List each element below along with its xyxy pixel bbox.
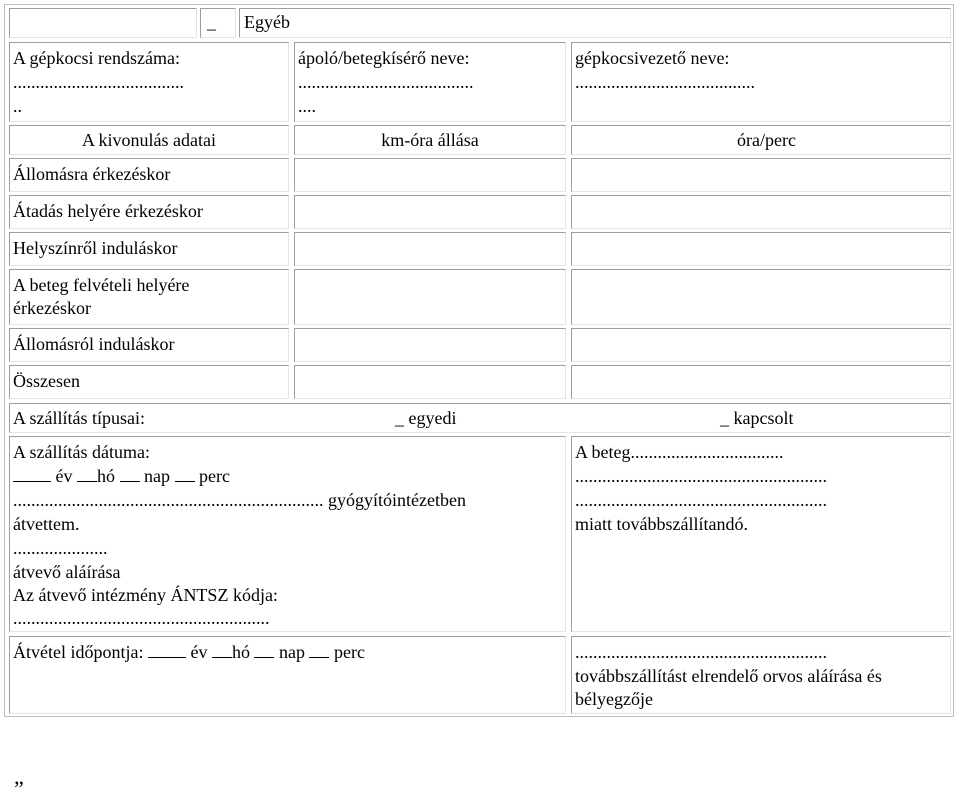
row-allomasrol-label-cell	[9, 328, 289, 362]
empty-cell-top-left	[9, 8, 197, 38]
atvetel-perc-label: perc	[333, 642, 365, 662]
beteg-cell	[571, 436, 951, 632]
year-blank[interactable]	[13, 465, 51, 482]
month-blank[interactable]	[77, 465, 97, 482]
ev-label: év	[55, 466, 73, 486]
antsz-label: Az átvevő intézmény ÁNTSZ kódja:	[13, 585, 278, 605]
sofor-label: gépkocsivezető neve:	[575, 48, 730, 68]
beteg-dots-2: ........................................................	[575, 466, 827, 486]
row-atadas-label-cell	[9, 195, 289, 229]
row-allomasra-label: Állomásra érkezéskor	[13, 164, 171, 184]
nap-label: nap	[144, 466, 170, 486]
row-allomasrol-ora[interactable]	[571, 328, 951, 362]
rendszam-dots: ......................................	[13, 72, 184, 92]
orvos-dots: ........................................................	[575, 642, 827, 662]
atvetel-minute-blank[interactable]	[309, 641, 329, 658]
date-label: A szállítás dátuma:	[13, 442, 150, 462]
apolo-label: ápoló/betegkísérő neve:	[298, 48, 470, 68]
institution-text: gyógyítóintézetben	[328, 490, 466, 510]
row-osszesen-label: Összesen	[13, 371, 80, 391]
apolo-dots: .......................................	[298, 72, 474, 92]
row-osszesen-label-cell	[9, 365, 289, 399]
transport-kapcsolt-option[interactable]: _ kapcsolt	[720, 408, 794, 428]
row-atadas-ora[interactable]	[571, 195, 951, 229]
perc-label: perc	[199, 466, 230, 486]
beteg-dots-3: ........................................................	[575, 490, 827, 510]
row-felveteli-label-cell	[9, 269, 289, 325]
orvos-cell	[571, 636, 951, 714]
atvetel-cell	[9, 636, 566, 714]
checkbox-egyeb[interactable]	[200, 8, 236, 38]
atvetel-day-blank[interactable]	[254, 641, 274, 658]
row-felveteli-label: A beteg felvételi helyére	[13, 275, 190, 295]
header-km	[294, 125, 566, 155]
row-felveteli-km[interactable]	[294, 269, 566, 325]
row-osszesen-km[interactable]	[294, 365, 566, 399]
institution-line	[13, 489, 466, 511]
row-helyszinrol-label-cell	[9, 232, 289, 266]
checkbox-egyeb-mark: _	[207, 12, 216, 32]
atvetel-month-blank[interactable]	[212, 641, 232, 658]
orvos-line-1: továbbszállítást elrendelő orvos aláírása és	[575, 666, 882, 686]
sofor-dots: ........................................	[575, 72, 755, 92]
header-ora	[571, 125, 951, 155]
apolo-cell[interactable]	[294, 42, 566, 122]
row-helyszinrol-label: Helyszínről induláskor	[13, 238, 178, 258]
header-kivonulas	[9, 125, 289, 155]
transport-egyedi-option[interactable]: _ egyedi	[395, 408, 457, 428]
atvetel-ev-label: év	[190, 642, 208, 662]
row-atadas-km[interactable]	[294, 195, 566, 229]
closing-quote: „	[14, 764, 24, 789]
row-osszesen-ora[interactable]	[571, 365, 951, 399]
egyeb-cell	[239, 8, 951, 38]
row-felveteli-ora[interactable]	[571, 269, 951, 325]
header-ora-label: óra/perc	[737, 130, 796, 150]
row-allomasra-label-cell	[9, 158, 289, 192]
minute-blank[interactable]	[175, 465, 195, 482]
atvetel-ho-label: hó	[231, 642, 250, 662]
miatt-text: miatt továbbszállítandó.	[575, 514, 748, 534]
atvettem-text: átvettem.	[13, 514, 80, 534]
row-felveteli-label-2: érkezéskor	[13, 298, 91, 318]
row-allomasra-ora[interactable]	[571, 158, 951, 192]
header-km-label: km-óra állása	[381, 130, 479, 150]
egyeb-label: Egyéb	[244, 12, 290, 32]
date-receipt-cell	[9, 436, 566, 632]
orvos-line-2: bélyegzője	[575, 689, 653, 709]
row-allomasra-km[interactable]	[294, 158, 566, 192]
day-blank[interactable]	[120, 465, 140, 482]
institution-dots: .....................................................................	[13, 490, 324, 510]
beteg-line	[575, 441, 784, 463]
apolo-dots-2: ....	[298, 96, 316, 116]
row-helyszinrol-ora[interactable]	[571, 232, 951, 266]
row-atadas-label: Átadás helyére érkezéskor	[13, 201, 203, 221]
atvetel-line[interactable]	[13, 641, 365, 663]
receiver-signature-label: átvevő aláírása	[13, 562, 121, 582]
transport-types-cell	[9, 403, 951, 433]
header-kivonulas-label: A kivonulás adatai	[82, 130, 216, 150]
antsz-dots: .........................................................	[13, 608, 270, 628]
sofor-cell[interactable]	[571, 42, 951, 122]
rendszam-dots-2: ..	[13, 96, 22, 116]
transport-types-label: A szállítás típusai:	[13, 408, 145, 428]
signature-dots: .....................	[13, 538, 108, 558]
row-allomasrol-km[interactable]	[294, 328, 566, 362]
beteg-label: A beteg	[575, 442, 631, 462]
row-helyszinrol-km[interactable]	[294, 232, 566, 266]
rendszam-cell[interactable]	[9, 42, 289, 122]
ho-label: hó	[97, 466, 115, 486]
beteg-dots: ..................................	[630, 442, 784, 462]
rendszam-label: A gépkocsi rendszáma:	[13, 48, 180, 68]
atvetel-year-blank[interactable]	[148, 641, 186, 658]
date-fields[interactable]	[13, 465, 230, 487]
atvetel-label: Átvétel időpontja:	[13, 642, 144, 662]
atvetel-nap-label: nap	[278, 642, 305, 662]
row-allomasrol-label: Állomásról induláskor	[13, 334, 175, 354]
